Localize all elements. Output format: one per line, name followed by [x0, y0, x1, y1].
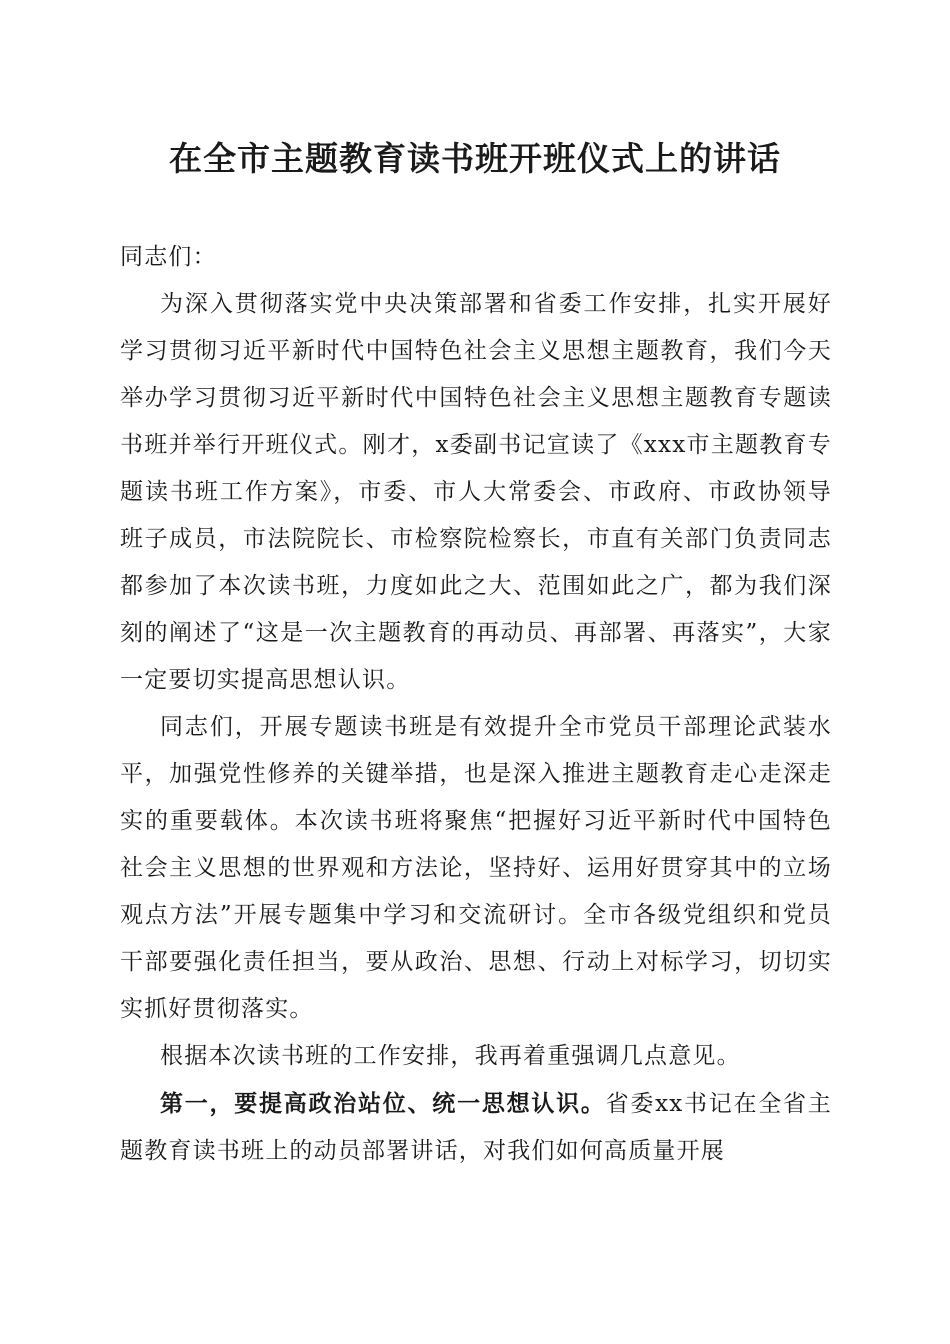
- salutation: 同志们：: [120, 244, 217, 270]
- paragraph-4-lead: 第一，要提高政治站位、统一思想认识。: [160, 1090, 606, 1117]
- document-title: 在全市主题教育读书班开班仪式上的讲话: [169, 139, 781, 178]
- paragraph-4-text: 省委xx书记在全省主题教育读书班上的动员部署讲话，对我们如何高质量开展: [120, 1091, 832, 1164]
- paragraph-3: [120, 1033, 832, 1080]
- paragraph-2: [120, 704, 832, 1033]
- paragraph-2-text: 同志们，开展专题读书班是有效提升全市党员干部理论武装水平，加强党性修养的关键举措，也是深入推进主题教育走心走深走实的重要载体。本次读书班将聚焦“把握好习近平新时代中国特色社会主义思想的世界观和方法论，坚持好、运用好贯穿其中的立场观点方法”开展专题集中学习和交流研讨。全市各级党组织和党员干部要强化责任担当，要从政治、思想、行动上对标学习，切切实实抓好贯彻落实。: [120, 714, 832, 1022]
- document-body: [120, 234, 832, 1175]
- paragraph-1: [120, 281, 832, 704]
- paragraph-1-text: 为深入贯彻落实党中央决策部署和省委工作安排，扎实开展好学习贯彻习近平新时代中国特色社会主义思想主题教育，我们今天举办学习贯彻习近平新时代中国特色社会主义思想主题教育专题读书班并举行开班仪式。刚才，x委副书记宣读了《xxx市主题教育专题读书班工作方案》，市委、市人大常委会、市政府、市政协领导班子成员，市法院院长、市检察院检察长，市直有关部门负责同志都参加了本次读书班，力度如此之大、范围如此之广，都为我们深刻的阐述了“这是一次主题教育的再动员、再部署、再落实”，大家一定要切实提高思想认识。: [120, 291, 832, 693]
- paragraph-3-text: 根据本次读书班的工作安排，我再着重强调几点意见。: [160, 1043, 741, 1069]
- paragraph-4: [120, 1080, 832, 1175]
